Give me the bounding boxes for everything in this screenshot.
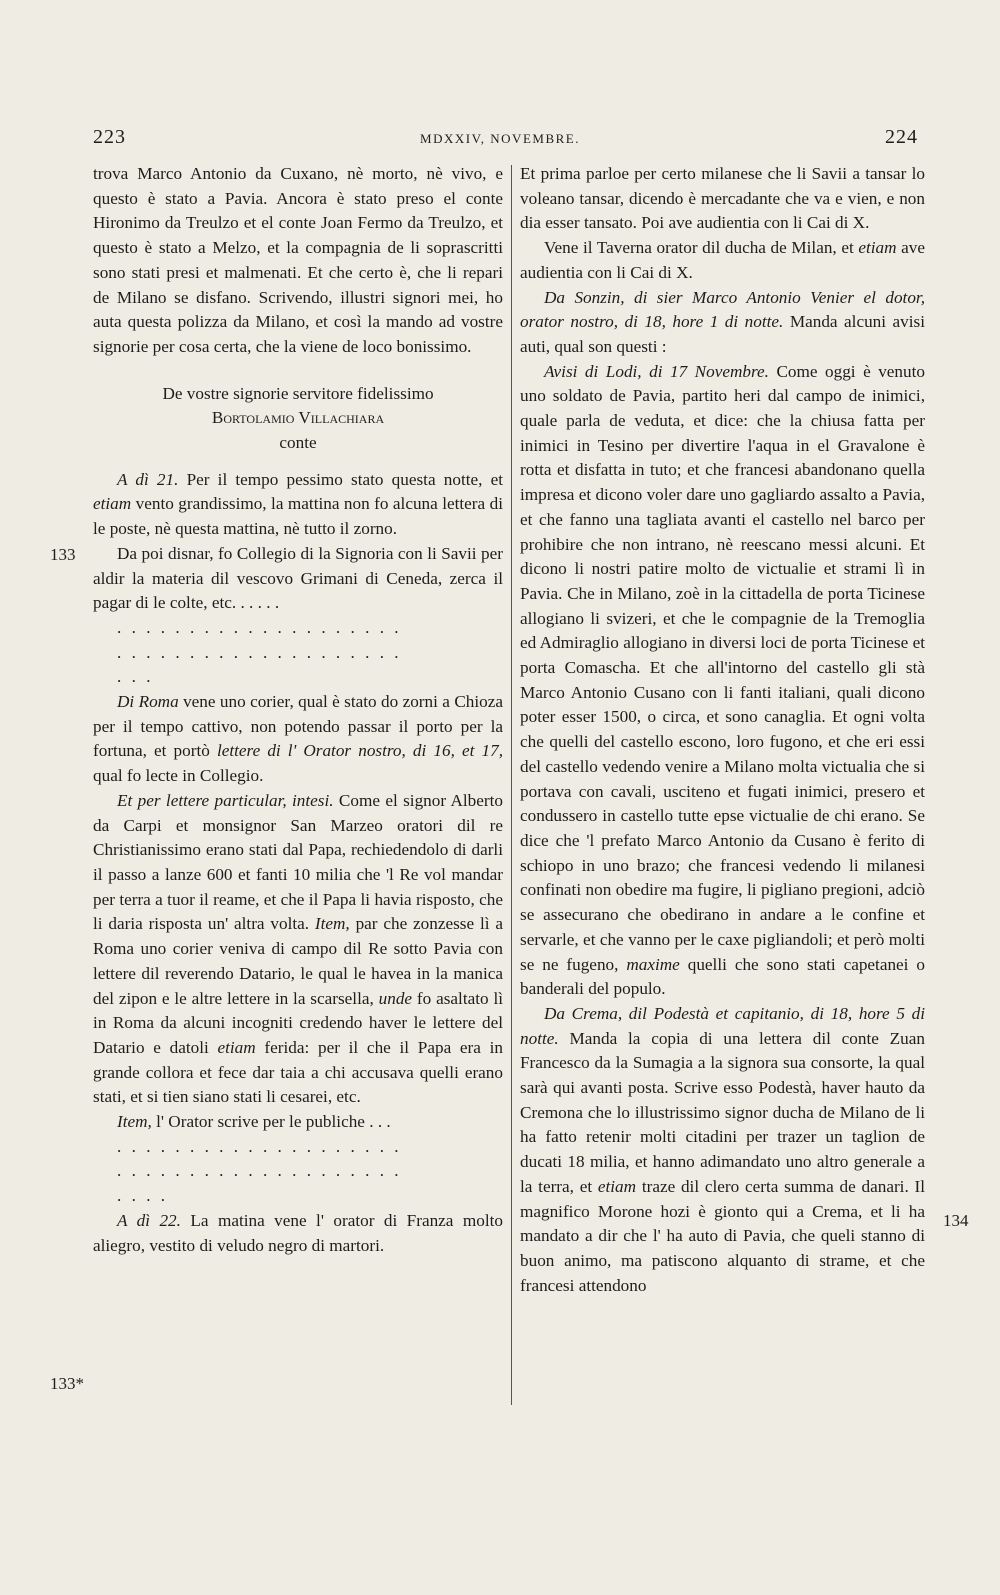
left-column [93, 162, 503, 1258]
paragraph: Item, l' Orator scrive per le publiche . . . [117, 1112, 391, 1132]
paragraph: Da Sonzin, di sier Marco Antonio Venier el dotor, orator nostro, di 18, hore 1 di notte. Manda alcuni avisi auti, qual son questi : [520, 287, 926, 356]
paragraph: Avisi di Lodi, di 17 Novembre. Come oggi è venuto uno soldato de Pavia, partito heri dal campo de inimici, quale parla de veduta, et dice: che la chiusa fatta per inimici in Tesino per divertire l'aqua in el Gravalone è rotta et disfatta in tuto; et che francesi abandonano quella impresa et dicono voler dare uno gagliardo assalto a Pavia, et che fanno una tagliata avanti el castello nel barco per prohibire che non intrano, nè reescano messi alcuni. Et dicono li nostri patire molto de victualie et strami lì in Pavia. Che in Milano, zoè in la cittadella de porta Ticinese allogiano li svizeri, et che le compagnie de la Tremoglia ed Admiraglio allogiano in diversi loci de porta Ticinese et porta Comascha. Et che all'intorno del castello gli stà Marco Antonio Cusano con li fanti italiani, quali dicono poter esser 1500, o circa, et sono canaglia. Et ogni volta che quelli del castello escono, loro fugono, et che eri essi del castello vedendo venire a Milano molta victualia che si portava con cavali, usciteno et fugati inimici, presero et condussero in castello tutte epse victualie de chi erano. Se dice che 'l prefato Marco Antonio da Cusano è ferito di schiopo in uno brazo; che francesi vedendo li milanesi confinati non obedire ma fugire, li pigliano pregioni, adciò se assecurano che obedirano in andare a le confine et servarle, et che vanno per le caxe pigliandoli; et però molti se ne fugeno, maxime quelli che sono stati capetanei o banderali del populo. [520, 361, 925, 999]
ellipsis-line: . . . . . . . . . . . . . . . . . . . . [117, 1136, 402, 1156]
ellipsis-line: . . . [117, 667, 154, 687]
heading-italic: Da Sonzin, di sier Marco Antonio Venier el dotor, orator nostro, di 18, hore 1 di notte. [520, 287, 925, 332]
paragraph: Et per lettere particular, intesi. Come el signor Alberto da Carpi et monsignor San Marzeo oratori dil re Christianissimo erano stati dal Papa, rechiedendolo di darli il passo a lanze 600 et fanti 10 milia che 'l Re vol mandar per terra a tuor il reame, et che il Papa li havia risposto, che li daria risposta un' altra volta. Item, par che zonzesse lì a Roma uno corier veniva di campo dil Re sotto Pavia con lettere dil reverendo Datario, le qual le havea in la manica del zipon e le altre lettere in la scarsella, unde fo asaltato lì in Roma da alcuni incogniti credendo haver le lettere del Datario e datoli etiam ferida: per il che il Papa era in grande collora et fece dar taia a chi accusava quelli erano stati, et si tien siano stati li cesarei, etc. [93, 790, 504, 1107]
signature-line: De vostre signorie servitore fidelissimo [162, 383, 434, 403]
right-column [520, 162, 925, 1298]
page-number-left: 223 [93, 126, 126, 148]
paragraph: A dì 21. Per il tempo pessimo stato questa notte, et etiam vento grandissimo, la mattina non fo alcuna lettera di le poste, nè questa mattina, nè tutto il zorno. [93, 469, 504, 539]
ellipsis-line: . . . . [117, 1186, 169, 1206]
date-heading: A dì 21. [117, 469, 179, 489]
column-divider [511, 165, 512, 1405]
ellipsis-line: . . . . . . . . . . . . . . . . . . . . [117, 642, 402, 662]
heading-italic: Di Roma [117, 692, 179, 712]
paragraph: A dì 22. La matina vene l' orator di Franza molto aliegro, vestito di veludo negro di martori. [93, 1210, 503, 1255]
paragraph: Da poi disnar, fo Collegio di la Signoria con li Savii per aldir la materia dil vescovo Grimani di Ceneda, zerca il pagar di le colte, etc. . . . . . [93, 543, 503, 613]
paragraph: Vene il Taverna orator dil ducha de Milan, et etiam ave audientia con li Cai di X. [520, 238, 925, 282]
margin-number-133-star: 133* [50, 1374, 84, 1393]
paragraph: Da Crema, dil Podestà et capitanio, di 18, hore 5 di notte. Manda la copia di una lettera dil conte Zuan Francesco da la Sumagia a la signora sua consorte, la qual sarà qui avanti posta. Scrive esso Podestà, haver hauto da Cremona che lo illustrissimo signor ducha de Milano de li ha fatto retenir molti citadini per trazer un taglion de ducati 18 milia, et hanno adimandato uno altro generale a la terra, et etiam traze dil clero certa summa de danari. Il magnifico Morone hozi è gionto qui a Crema, et li ha mandato a dir che l' ha auto di Pavia, che queli stanno di buon animo, ma patiscono alquanto di strame, et che francesi attendono [520, 1003, 926, 1295]
page-number-right: 224 [885, 126, 918, 148]
signature-block [93, 382, 503, 456]
paragraph: Et prima parloe per certo milanese che li Savii a tansar lo voleano tansar, dicendo è mercadante che va e vien, e non dia esser tansato. Poi ave audientia con li Cai di X. [520, 164, 925, 233]
paragraph: Di Roma vene uno corier, qual è stato do zorni a Chioza per il tempo cattivo, non potendo passar il porto per la fortuna, et portò lettere di l' Orator nostro, di 16, et 17, qual fo lecte in Collegio. [93, 692, 503, 786]
margin-number-134: 134 [943, 1211, 969, 1230]
heading-italic: Avisi di Lodi, di 17 Novembre. [544, 361, 769, 381]
paragraph: trova Marco Antonio da Cuxano, nè morto, nè vivo, e questo è stato a Pavia. Ancora è stato preso el conte Hironimo da Treulzo et el conte Joan Fermo da Treulzo, et questo è stato a Melzo, et la compagnia de li soprascritti sono stati presi et malmenati. Et che certo è, che li repari de Milano se disfano. Scrivendo, illustri signori mei, ho auta questa polizza da Milano, et così la mando ad vostre signorie per cosa certa, che la viene de loco bonissimo. [93, 164, 503, 356]
signature-title: conte [279, 433, 317, 453]
heading-italic: Et per lettere particular, intesi. [117, 790, 334, 810]
date-heading: A dì 22. [117, 1210, 181, 1230]
heading-italic: Da Crema, dil Podestà et capitanio, di 18, hore 5 di notte. [520, 1003, 925, 1048]
ellipsis-line: . . . . . . . . . . . . . . . . . . . . [117, 1161, 402, 1181]
signature-name: Bortolamio Villachiara [211, 408, 385, 428]
ellipsis-line: . . . . . . . . . . . . . . . . . . . . [117, 617, 402, 637]
running-title: MDXXIV, NOVEMBRE. [420, 131, 580, 146]
margin-number-133: 133 [50, 545, 76, 564]
